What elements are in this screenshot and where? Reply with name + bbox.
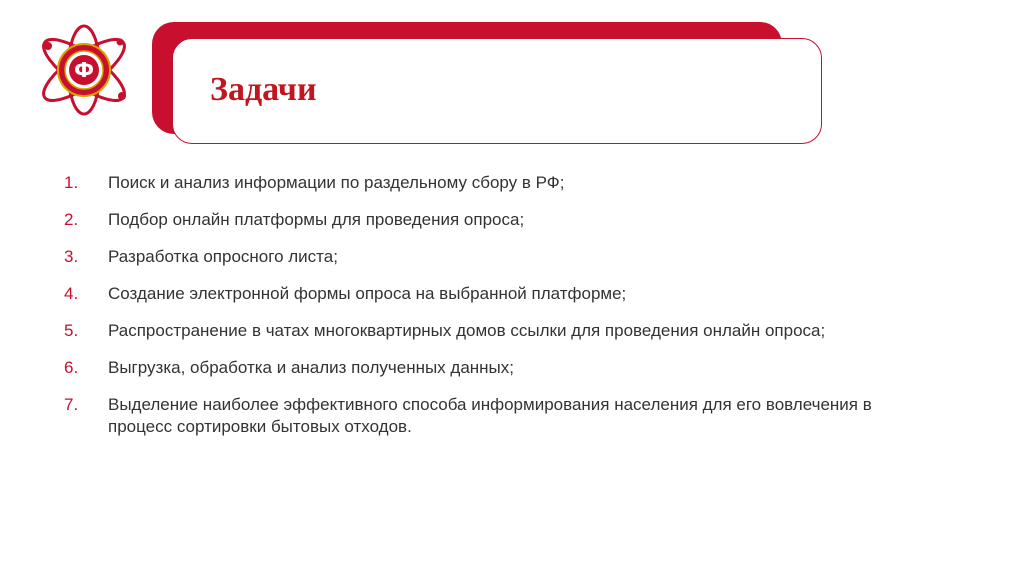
atom-emblem-icon — [34, 24, 134, 116]
list-item-text: Разработка опросного листа; — [108, 247, 338, 266]
list-item — [64, 283, 964, 305]
list-item — [64, 394, 964, 438]
list-item-number: 3. — [64, 247, 79, 266]
list-item-number: 1. — [64, 173, 79, 192]
list-item-text: Распространение в чатах многоквартирных домов ссылки для проведения онлайн опроса; — [108, 321, 826, 340]
list-item-text: Выгрузка, обработка и анализ полученных данных; — [108, 358, 514, 377]
list-item-number: 6. — [64, 358, 79, 377]
list-item-text: Создание электронной формы опроса на выбранной платформе; — [108, 284, 627, 303]
list-item-text: Поиск и анализ информации по раздельному сбору в РФ; — [108, 173, 565, 192]
list-item-number: 7. — [64, 395, 79, 414]
logo-letter: Ф — [74, 58, 94, 82]
page-title: Задачи — [210, 71, 317, 108]
list-item-number: 4. — [64, 284, 79, 303]
list-item — [64, 172, 964, 194]
list-item-number: 2. — [64, 210, 79, 229]
task-list — [64, 172, 964, 453]
list-item — [64, 246, 964, 268]
list-item — [64, 209, 964, 231]
list-item — [64, 320, 964, 342]
list-item-text: Подбор онлайн платформы для проведения опроса; — [108, 210, 525, 229]
list-item-text: Выделение наиболее эффективного способа информирования населения для его вовлечения в процесс сортировки бытовых отходов. — [108, 395, 872, 436]
list-item — [64, 357, 964, 379]
list-item-number: 5. — [64, 321, 79, 340]
